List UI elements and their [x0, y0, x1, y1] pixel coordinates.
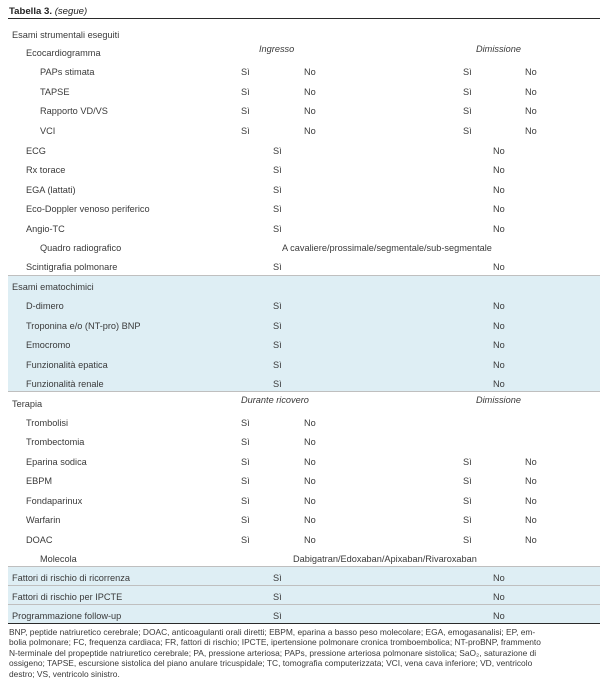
- table-row: [8, 511, 600, 531]
- cell-span: Dabigatran/Edoxaban/Apixaban/Rivaroxaban: [293, 554, 477, 564]
- row-label: Angio-TC: [26, 224, 65, 234]
- cell-m1: Sì: [273, 321, 282, 331]
- table-row: [8, 142, 600, 162]
- table-row: [8, 375, 600, 395]
- cell-c3: Sì: [463, 515, 472, 525]
- row-label: Fattori di rischio di ricorrenza: [12, 573, 130, 583]
- row-label: Funzionalità renale: [26, 379, 104, 389]
- cell-c4: No: [525, 496, 537, 506]
- table-row: [8, 569, 600, 589]
- cell-c2: No: [304, 67, 316, 77]
- table-row: [8, 63, 600, 83]
- table-row: [8, 122, 600, 142]
- cell-m1: Sì: [273, 340, 282, 350]
- row-label: Funzionalità epatica: [26, 360, 108, 370]
- table-row: [8, 161, 600, 181]
- table-title: [9, 6, 87, 17]
- row-label: TAPSE: [40, 87, 70, 97]
- cell-c4: No: [525, 87, 537, 97]
- table-row: [8, 102, 600, 122]
- cell-c3: Sì: [463, 106, 472, 116]
- table-row: [8, 607, 600, 627]
- header-dimissione: Dimissione: [476, 44, 521, 54]
- cell-m1: Sì: [273, 165, 282, 175]
- cell-c3: Sì: [463, 67, 472, 77]
- row-label: EBPM: [26, 476, 53, 486]
- cell-m2: No: [493, 301, 505, 311]
- cell-c4: No: [525, 126, 537, 136]
- cell-c2: No: [304, 106, 316, 116]
- cell-m2: No: [493, 146, 505, 156]
- table-row: [8, 317, 600, 337]
- cell-c2: No: [304, 418, 316, 428]
- cell-c1: Sì: [241, 67, 250, 77]
- cell-m1: Sì: [273, 592, 282, 602]
- row-label: EGA (lattati): [26, 185, 76, 195]
- cell-c2: No: [304, 496, 316, 506]
- table-row: [8, 453, 600, 473]
- row-label: Molecola: [40, 554, 77, 564]
- cell-m2: No: [493, 224, 505, 234]
- cell-c1: Sì: [241, 476, 250, 486]
- table-row: [8, 26, 600, 46]
- cell-m1: Sì: [273, 611, 282, 621]
- cell-m2: No: [493, 360, 505, 370]
- table-row: [8, 433, 600, 453]
- cell-m1: Sì: [273, 204, 282, 214]
- table-row: [8, 356, 600, 376]
- table-row: [8, 278, 600, 298]
- cell-c1: Sì: [241, 457, 250, 467]
- table-row: [8, 181, 600, 201]
- cell-c1: Sì: [241, 126, 250, 136]
- row-label: Fondaparinux: [26, 496, 83, 506]
- cell-c1: Sì: [241, 87, 250, 97]
- row-label: Trombectomia: [26, 437, 85, 447]
- cell-c2: No: [304, 437, 316, 447]
- cell-c1: Sì: [241, 535, 250, 545]
- footnote-line: bolia polmonare; FC, frequenza cardiaca; FR, fattori di rischio; IPCTE, ipertensione polmonare cronica tromboembolica; NT-proBNP, frammento: [9, 637, 541, 648]
- table-row: [8, 297, 600, 317]
- table-row: [8, 414, 600, 434]
- cell-m2: No: [493, 185, 505, 195]
- row-label: Programmazione follow-up: [12, 611, 122, 621]
- table-row: [8, 258, 600, 278]
- cell-m2: No: [493, 321, 505, 331]
- cell-c3: Sì: [463, 476, 472, 486]
- cell-m2: No: [493, 379, 505, 389]
- cell-c4: No: [525, 535, 537, 545]
- cell-c3: Sì: [463, 496, 472, 506]
- cell-m1: Sì: [273, 379, 282, 389]
- footnote: [9, 627, 599, 679]
- cell-span: A cavaliere/prossimale/segmentale/sub-segmentale: [282, 243, 492, 253]
- table-row: [8, 200, 600, 220]
- footnote-line: destro; VS, ventricolo sinistro.: [9, 668, 120, 679]
- cell-m2: No: [493, 611, 505, 621]
- cell-m1: Sì: [273, 360, 282, 370]
- cell-c2: No: [304, 535, 316, 545]
- table-row: [8, 220, 600, 240]
- cell-c1: Sì: [241, 437, 250, 447]
- cell-m2: No: [493, 165, 505, 175]
- table-row: [8, 239, 600, 259]
- row-label: ECG: [26, 146, 46, 156]
- cell-c4: No: [525, 476, 537, 486]
- cell-c3: Sì: [463, 457, 472, 467]
- cell-m2: No: [493, 340, 505, 350]
- cell-c4: No: [525, 457, 537, 467]
- cell-m2: No: [493, 262, 505, 272]
- cell-c4: No: [525, 67, 537, 77]
- row-label: Warfarin: [26, 515, 61, 525]
- row-label: Terapia: [12, 399, 43, 409]
- row-label: D-dimero: [26, 301, 64, 311]
- row-label: Scintigrafia polmonare: [26, 262, 118, 272]
- cell-c4: No: [525, 106, 537, 116]
- row-label: PAPs stimata: [40, 67, 95, 77]
- cell-c4: No: [525, 515, 537, 525]
- cell-c1: Sì: [241, 515, 250, 525]
- cell-c2: No: [304, 515, 316, 525]
- table-row: [8, 472, 600, 492]
- table-title-suffix: (segue): [54, 6, 88, 17]
- cell-m1: Sì: [273, 301, 282, 311]
- cell-m2: No: [493, 592, 505, 602]
- cell-c2: No: [304, 87, 316, 97]
- row-label: Rapporto VD/VS: [40, 106, 108, 116]
- row-label: DOAC: [26, 535, 53, 545]
- row-label: Eco-Doppler venoso periferico: [26, 204, 150, 214]
- cell-m1: Sì: [273, 262, 282, 272]
- table-row: [8, 588, 600, 608]
- top-rule: [8, 18, 600, 19]
- row-label: Troponina e/o (NT-pro) BNP: [26, 321, 141, 331]
- cell-c1: Sì: [241, 418, 250, 428]
- table-row: [8, 83, 600, 103]
- header-durante-ricovero: Durante ricovero: [241, 395, 309, 405]
- cell-m1: Sì: [273, 185, 282, 195]
- cell-c3: Sì: [463, 126, 472, 136]
- row-label: Rx torace: [26, 165, 66, 175]
- row-label: Emocromo: [26, 340, 71, 350]
- footnote-line: N-terminale del propeptide natriuretico cerebrale; PA, pressione arteriosa; PAPs, pressione arteriosa polmonare sistolica; SaO₂, saturazione di: [9, 647, 537, 658]
- footnote-line: ossigeno; TAPSE, escursione sistolica del piano anulare tricuspidale; TC, tomografia computerizzata; VCI, vena cava inferiore; VD, ventricolo: [9, 658, 533, 669]
- cell-m1: Sì: [273, 224, 282, 234]
- row-label: Ecocardiogramma: [26, 48, 101, 58]
- table-row: [8, 531, 600, 551]
- row-label: Trombolisi: [26, 418, 69, 428]
- cell-c3: Sì: [463, 535, 472, 545]
- cell-m1: Sì: [273, 573, 282, 583]
- row-label: Esami ematochimici: [12, 282, 94, 292]
- cell-c3: Sì: [463, 87, 472, 97]
- table-row: [8, 492, 600, 512]
- table-row: [8, 336, 600, 356]
- cell-c2: No: [304, 476, 316, 486]
- table-title-label: Tabella 3.: [9, 6, 53, 17]
- cell-c2: No: [304, 457, 316, 467]
- cell-m1: Sì: [273, 146, 282, 156]
- cell-c2: No: [304, 126, 316, 136]
- row-label: Quadro radiografico: [40, 243, 122, 253]
- table-row: [8, 550, 600, 570]
- header-dimissione-terapia: Dimissione: [476, 395, 521, 405]
- row-label: Eparina sodica: [26, 457, 87, 467]
- row-label: Esami strumentali eseguiti: [12, 30, 120, 40]
- cell-c1: Sì: [241, 106, 250, 116]
- header-ingresso: Ingresso: [259, 44, 295, 54]
- footnote-line: BNP, peptide natriuretico cerebrale; DOAC, anticoagulanti orali diretti; EBPM, eparina a basso peso molecolare; EGA, emogasanalisi; EP, em-: [9, 627, 536, 637]
- row-label: VCI: [40, 126, 56, 136]
- cell-m2: No: [493, 573, 505, 583]
- cell-c1: Sì: [241, 496, 250, 506]
- cell-m2: No: [493, 204, 505, 214]
- row-label: Fattori di rischio per IPCTE: [12, 592, 123, 602]
